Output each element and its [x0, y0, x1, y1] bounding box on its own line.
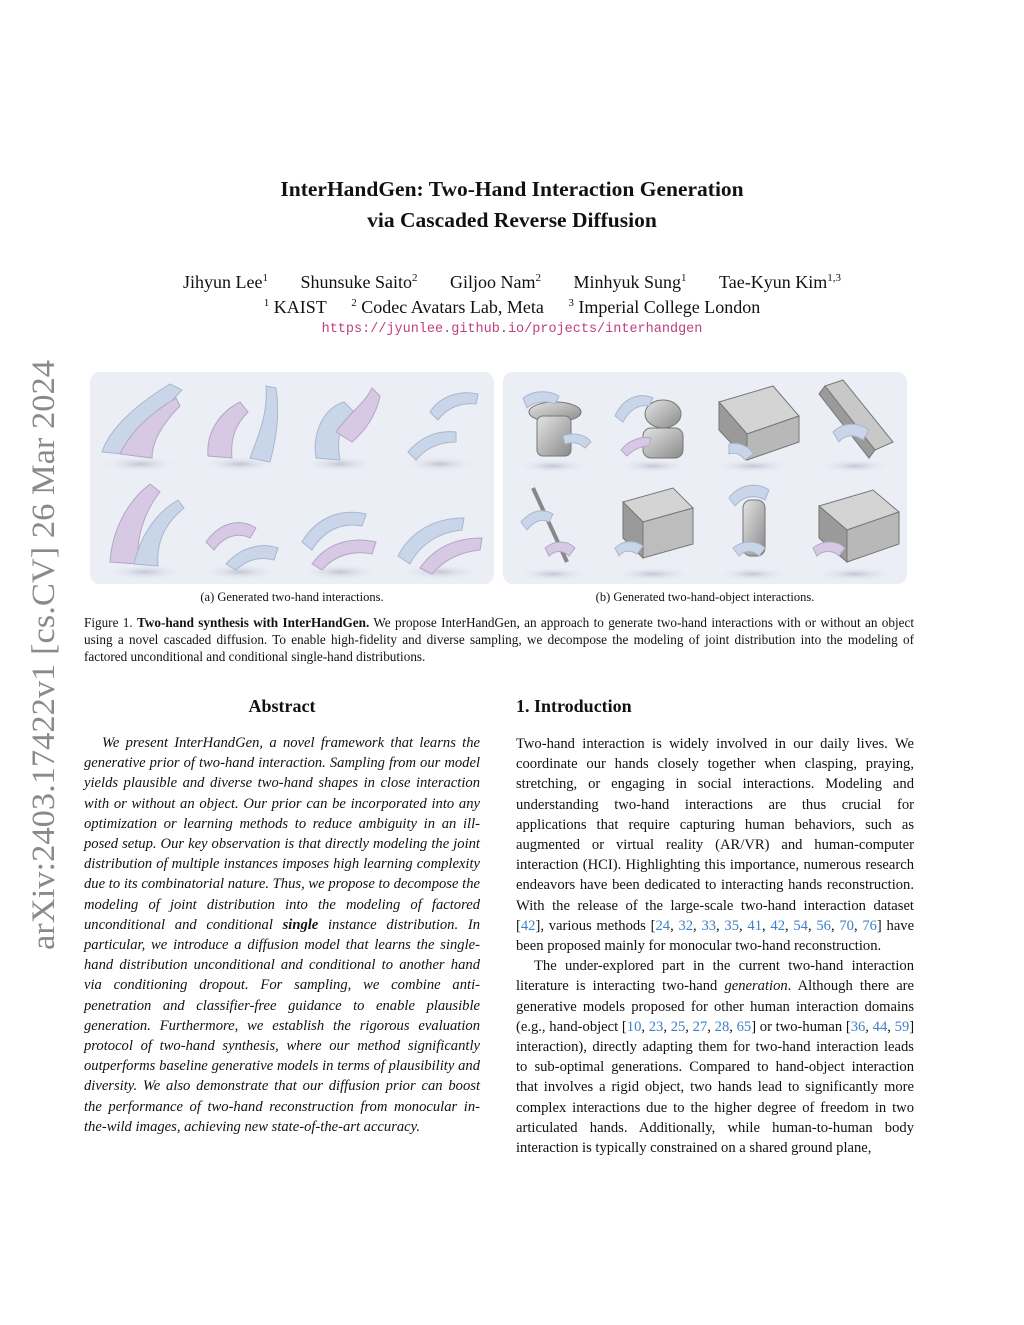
author: Jihyun Lee$^1$: [183, 272, 268, 292]
citation-link[interactable]: 36: [850, 1018, 866, 1035]
author: Shunsuke Saito$^2$: [300, 272, 418, 292]
hand-object-render: [613, 488, 693, 581]
citation-link[interactable]: 24: [655, 917, 671, 934]
figure-label: Figure 1.: [84, 615, 133, 630]
arxiv-id: arXiv:2403.17422v1 [cs.CV] 26 Mar 2024: [26, 385, 62, 950]
hand-pair-render: [398, 518, 482, 580]
hand-pair-render: [100, 384, 182, 472]
citation-link[interactable]: 42: [770, 917, 785, 934]
citation-link[interactable]: 23: [648, 1018, 664, 1035]
affiliation-list: [0, 295, 1024, 319]
hand-pair-render: [404, 393, 478, 472]
citation-link[interactable]: 70: [839, 917, 854, 934]
citation-link[interactable]: 27: [692, 1018, 708, 1035]
hand-object-render: [517, 392, 591, 473]
hand-pair-render: [304, 388, 380, 472]
citation-link[interactable]: 33: [701, 917, 717, 934]
citation-link[interactable]: 25: [670, 1018, 686, 1035]
introduction-body: [516, 734, 914, 1158]
hand-pair-render: [200, 523, 280, 580]
paragraph: Two-hand interaction is widely involved in our daily lives. We coordinate our hands closely together when clasping, praying, stretching, or engaging in social interactions. Modeling and understanding two-hand interactions are thus crucial for applications that require capturing human behaviors, such as augmented or virtual reality (AR/VR) and human-computer interaction (HCI). Highlighting this importance, numerous research endeavors have been dedicated to interacting hands reconstruction. With the release of the large-scale two-hand interaction dataset [42], various methods [24, 32, 33, 35, 41, 42, 54, 56, 70, 76] have been proposed mainly for monocular two-hand reconstruction.: [516, 736, 915, 955]
affiliation: $^1$ KAIST: [263, 297, 327, 317]
abstract-heading: Abstract: [248, 696, 316, 716]
affiliation: $^3$ Imperial College London: [568, 297, 761, 317]
citation-link[interactable]: 41: [747, 917, 762, 934]
citation-link[interactable]: 44: [872, 1018, 888, 1035]
citation-link[interactable]: 56: [816, 917, 831, 934]
figure-caption: [84, 614, 914, 665]
hand-pair-render: [105, 484, 185, 580]
subfigure-caption-a: (a) Generated two-hand interactions.: [200, 590, 384, 604]
citation-link[interactable]: 76: [862, 917, 877, 934]
paragraph: The under-explored part in the current two-hand interaction literature is interacting two-hand generation. Although there are generative models proposed for other human interaction domains (e.g., hand-object [10, 23, 25, 27, 28, 65] or two-human [36, 44, 59] interaction), directly adapting them for two-hand interaction leads to sub-optimal generations. Compared to hand-object interaction that involves a rigid object, two hands lead to significantly more complex interactions due to the higher degree of freedom in two articulated hands. Additionally, while human-to-human body interaction is typically constrained on a shared ground plane,: [516, 958, 915, 1157]
figure-caption-text: We propose InterHandGen, an approach to generate two-hand interactions with or without an object using a novel cascaded diffusion. To enable high-fidelity and diverse sampling, we decompose the modeling of joint distribution into the modeling of factored unconditional and conditional single-hand distributions.: [84, 615, 914, 664]
figure-panel-two-hands: [90, 372, 494, 584]
citation-link[interactable]: 42: [520, 917, 536, 934]
hand-object-render: [813, 490, 899, 581]
figure-caption-bold: Two-hand synthesis with InterHandGen.: [137, 615, 370, 630]
hand-object-render: [819, 380, 893, 473]
hand-pair-render: [300, 512, 380, 580]
title-line-1: InterHandGen: Two-Hand Interaction Generation: [280, 177, 744, 201]
hand-object-render: [713, 386, 799, 473]
abstract-body: We present InterHandGen, a novel framework that learns the generative prior of two-hand interaction. Sampling from our model yields plausible and diverse two-hand shapes in close interaction with or without an object. Our prior can be incorporated into any optimization or learning methods to reduce ambiguity in an ill-posed setup. Our key observation is that directly modeling the joint distribution of multiple instances imposes high learning complexity due to its combinatorial nature. Thus, we propose to decompose the modeling of joint distribution into the modeling of factored unconditional and conditional single instance distribution. In particular, we introduce a diffusion model that learns the single-hand distribution unconditional and conditional to another hand via conditioning dropout. For sampling, we combine anti-penetration and classifier-free guidance to enable plausible generation. Furthermore, we establish the rigorous evaluation protocol of two-hand synthesis, where our method significantly outperforms baseline generative models in terms of plausibility and diversity. We also demonstrate that our diffusion prior can boost the performance of two-hand reconstruction from monocular in-the-wild images, achieving new state-of-the-art accuracy.: [84, 735, 480, 1135]
hand-object-render: [615, 396, 689, 473]
citation-link[interactable]: 35: [724, 917, 740, 934]
paper-title: [0, 174, 1024, 236]
hand-pair-render: [202, 386, 278, 472]
author: Minhyuk Sung$^1$: [573, 272, 687, 292]
citation-link[interactable]: 32: [678, 917, 694, 934]
subfigure-caption-b: (b) Generated two-hand-object interactions.: [595, 590, 815, 604]
author-list: [0, 270, 1024, 294]
hand-object-render: [517, 488, 589, 581]
author: Tae-Kyun Kim$^{1,3}$: [719, 272, 841, 292]
citation-link[interactable]: 54: [793, 917, 808, 934]
author: Giljoo Nam$^2$: [450, 272, 541, 292]
citation-link[interactable]: 65: [736, 1018, 752, 1035]
affiliation: $^2$ Codec Avatars Lab, Meta: [351, 297, 544, 317]
project-url-link[interactable]: https://jyunlee.github.io/projects/interhandgen: [321, 322, 703, 337]
citation-link[interactable]: 59: [894, 1018, 910, 1035]
figure-panel-hands-objects: [503, 372, 907, 584]
citation-link[interactable]: 28: [714, 1018, 730, 1035]
citation-link[interactable]: 10: [626, 1018, 642, 1035]
hand-object-render: [717, 485, 789, 581]
title-line-2: via Cascaded Reverse Diffusion: [367, 208, 657, 232]
section-heading-introduction: 1. Introduction: [516, 696, 632, 716]
arxiv-stamp: [18, 350, 66, 950]
